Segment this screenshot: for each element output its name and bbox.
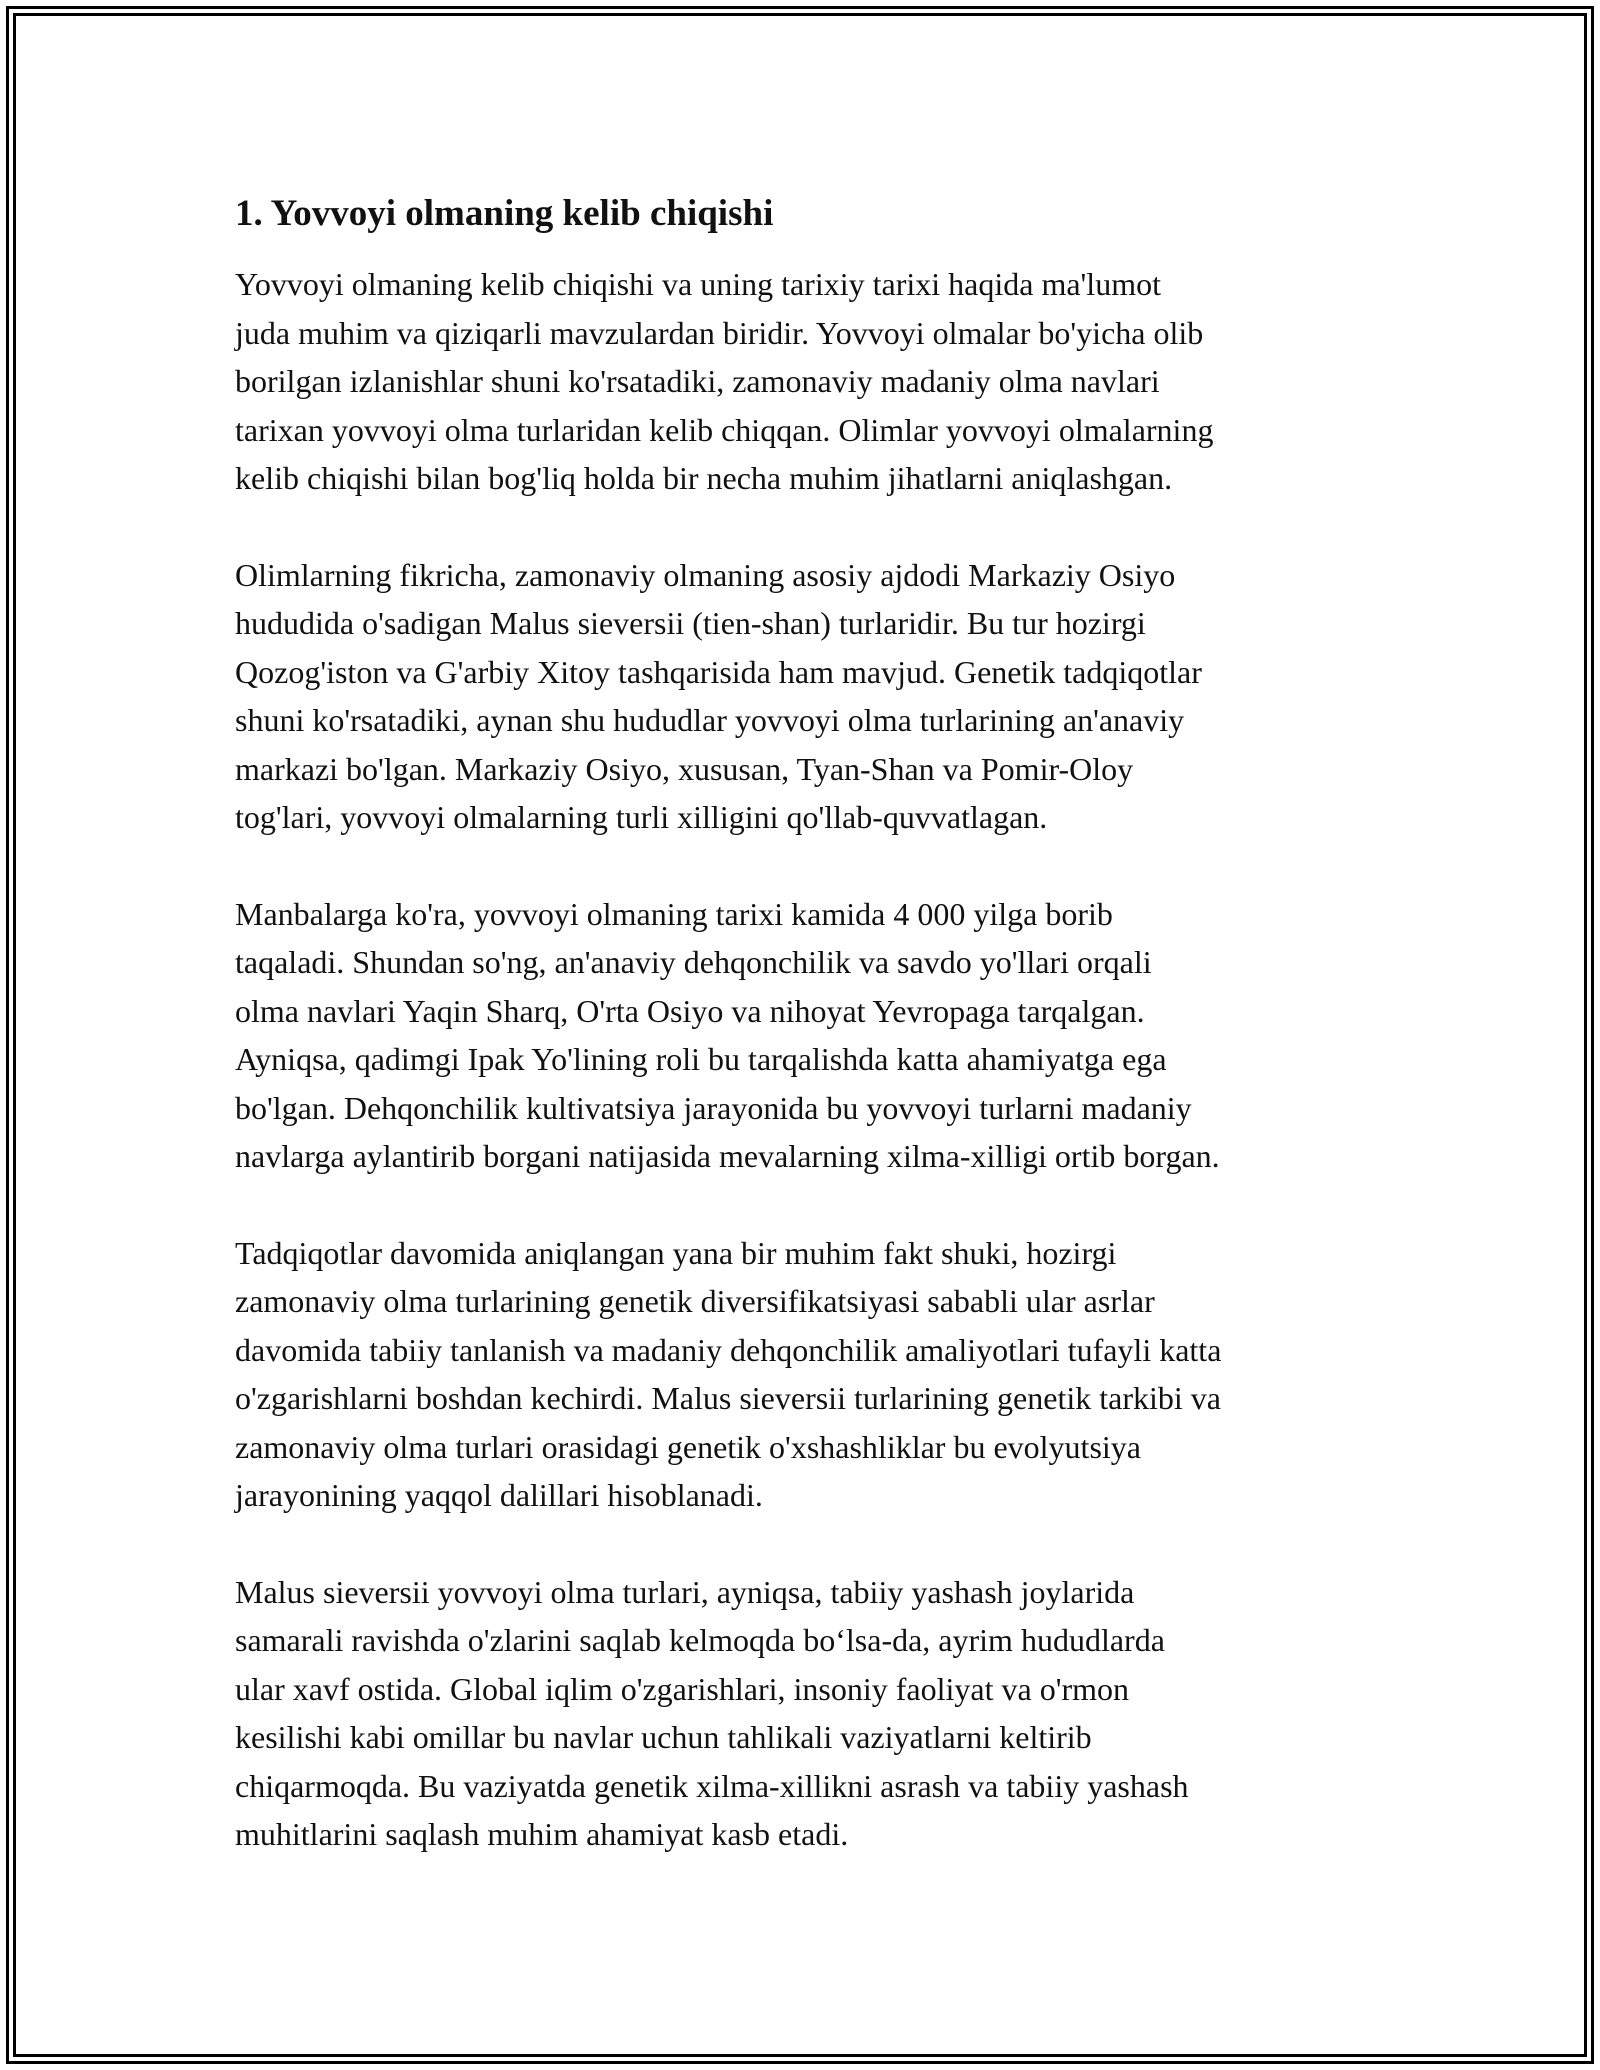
paragraph-conservation: Malus sieversii yovvoyi olma turlari, ayniqsa, tabiiy yashash joylarida samarali ravishda o'zlarini saqlab kelmoqda bo‘lsa-da, ayrim hududlarda ular xavf ostida. Global iqlim o'zgarishlari, insoniy faoliyat va o'rmon kesilishi kabi omillar bu navlar uchun tahlikali vaziyatlarni keltirib chiqarmoqda. Bu vaziyatda genetik xilma-xillikni asrash va tabiiy yashash muhitlarini saqlash muhim ahamiyat kasb etadi. [235, 1573, 1189, 1852]
paragraph-genetics: Tadqiqotlar davomida aniqlangan yana bir muhim fakt shuki, hozirgi zamonaviy olma turlarining genetik diversifikatsiyasi sababli ular asrlar davomida tabiiy tanlanish va madaniy dehqonchilik amaliyotlari tufayli katta o'zgarishlarni boshdan kechirdi. Malus sieversii turlarining genetik tarkibi va zamonaviy olma turlari orasidagi genetik o'xshashliklar bu evolyutsiya jarayonining yaqqol dalillari hisoblanadi. [235, 1234, 1222, 1513]
paragraph-ancestor: Olimlarning fikricha, zamonaviy olmaning asosiy ajdodi Markaziy Osiyo hududida o'sadigan Malus sieversii (tien-shan) turlaridir. Bu tur hozirgi Qozog'iston va G'arbiy Xitoy tashqarisida ham mavjud. Genetik tadqiqotlar shuni ko'rsatadiki, aynan shu hududlar yovvoyi olma turlarining an'anaviy markazi bo'lgan. Markaziy Osiyo, xususan, Tyan-Shan va Pomir-Oloy tog'lari, yovvoyi olmalarning turli xilligini qo'llab-quvvatlagan. [235, 556, 1202, 835]
document-body [235, 190, 1370, 1907]
paragraph-origin-intro: Yovvoyi olmaning kelib chiqishi va uning tarixiy tarixi haqida ma'lumot juda muhim va qiziqarli mavzulardan biridir. Yovvoyi olmalar bo'yicha olib borilgan izlanishlar shuni ko'rsatadiki, zamonaviy madaniy olma navlari tarixan yovvoyi olma turlaridan kelib chiqqan. Olimlar yovvoyi olmalarning kelib chiqishi bilan bog'liq holda bir necha muhim jihatlarni aniqlashgan. [235, 266, 1214, 496]
paragraph-history: Manbalarga ko'ra, yovvoyi olmaning tarixi kamida 4 000 yilga borib taqaladi. Shundan so'ng, an'anaviy dehqonchilik va savdo yo'llari orqali olma navlari Yaqin Sharq, O'rta Osiyo va nihoyat Yevropaga tarqalgan. Ayniqsa, qadimgi Ipak Yo'lining roli bu tarqalishda katta ahamiyatga ega bo'lgan. Dehqonchilik kultivatsiya jarayonida bu yovvoyi turlarni madaniy navlarga aylantirib borgani natijasida mevalarning xilma-xilligi ortib borgan. [235, 895, 1220, 1174]
section-heading: 1. Yovvoyi olmaning kelib chiqishi [235, 193, 774, 234]
